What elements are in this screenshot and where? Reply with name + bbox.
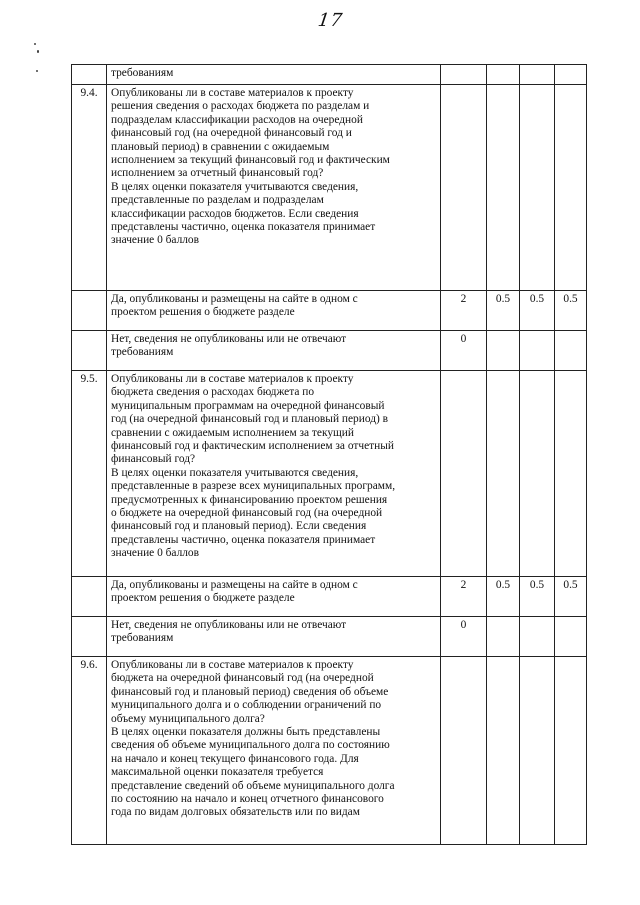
score-cell bbox=[555, 617, 587, 657]
answer-text bbox=[107, 291, 441, 331]
score-cell bbox=[487, 617, 520, 657]
score-cell: 0.5 bbox=[487, 291, 520, 331]
answer-text bbox=[107, 331, 441, 371]
question-text bbox=[107, 85, 441, 291]
score-cell bbox=[520, 617, 555, 657]
answer-text bbox=[107, 577, 441, 617]
item-number bbox=[72, 577, 107, 617]
scan-speck bbox=[37, 50, 39, 53]
score-cell bbox=[555, 331, 587, 371]
item-number bbox=[72, 65, 107, 85]
score-cell bbox=[520, 65, 555, 85]
question-row bbox=[72, 85, 587, 291]
page-number: 17 bbox=[316, 10, 345, 31]
score-cell bbox=[487, 85, 520, 291]
item-number bbox=[72, 331, 107, 371]
cell-text: Опубликованы ли в составе материалов к проекту бюджета на очередной финансовый год (на очередной финансовый год и плановый период) сведения об объеме муниципального долга и о соблюдении ограничений по объему муниципального долга? В целях оценки показателя должны быть представлены сведения об объеме муниципального долга по состоянию на начало и конец текущего финансового года. Для максимальной оценки показателя требуется представление сведений об объеме муниципального долга по состоянию на начало и конец отчетного финансового года по видам долговых обязательств или по видам bbox=[111, 659, 395, 819]
score-cell bbox=[555, 371, 587, 577]
answer-text bbox=[107, 617, 441, 657]
answer-row bbox=[72, 291, 587, 331]
cell-text: Нет, сведения не опубликованы или не отвечают требованиям bbox=[111, 333, 347, 359]
score-cell: 0.5 bbox=[555, 577, 587, 617]
score-cell: 0.5 bbox=[520, 291, 555, 331]
table-body bbox=[72, 65, 587, 845]
score-cell bbox=[555, 85, 587, 291]
answer-row bbox=[72, 331, 587, 371]
answer-row bbox=[72, 577, 587, 617]
cell-text: требованиям bbox=[111, 67, 174, 79]
score-cell: 0 bbox=[441, 617, 487, 657]
cell-text: Опубликованы ли в составе материалов к проекту бюджета сведения о расходах бюджета по муниципальным программам на очередной финансовый год (на очередной финансовый год и плановый период) в сравнении с ожидаемым исполнением за текущий финансовый год и фактическим исполнением за отчетный финансовый год? В целях оценки показателя учитываются сведения, представленные в разрезе всех муниципальных программ, предусмотренных к финансированию проектом решения о бюджете на очередной финансовый год (на очередной финансовый год и плановый период). Если сведения представлены частично, оценка показателя принимает значение 0 баллов bbox=[111, 373, 396, 560]
cell-text: Да, опубликованы и размещены на сайте в одном с проектом решения о бюджете разделе bbox=[111, 579, 358, 605]
item-number bbox=[72, 291, 107, 331]
cell-text: Нет, сведения не опубликованы или не отвечают требованиям bbox=[111, 619, 347, 645]
item-number: 9.5. bbox=[72, 371, 107, 577]
question-text bbox=[107, 657, 441, 845]
score-cell: 0.5 bbox=[520, 577, 555, 617]
score-cell: 0.5 bbox=[555, 291, 587, 331]
item-number: 9.4. bbox=[72, 85, 107, 291]
score-cell: 0 bbox=[441, 331, 487, 371]
score-cell bbox=[520, 85, 555, 291]
question-text bbox=[107, 371, 441, 577]
cell-text: Опубликованы ли в составе материалов к проекту решения сведения о расходах бюджета по разделам и подразделам классификации расходов на очередной финансовый год (на очередной финансовый год и плановый период) в сравнении с ожидаемым исполнением за текущий финансовый год и фактическим исполнением за отчетный финансовый год? В целях оценки показателя учитываются сведения, представленные по разделам и подразделам классификации расходов бюджетов. Если сведения представлены частично, оценка показателя принимает значение 0 баллов bbox=[111, 87, 390, 247]
score-cell bbox=[441, 85, 487, 291]
score-cell bbox=[487, 371, 520, 577]
score-cell bbox=[520, 331, 555, 371]
score-cell bbox=[520, 371, 555, 577]
continuation-row bbox=[72, 65, 587, 85]
score-cell bbox=[441, 65, 487, 85]
item-number bbox=[72, 617, 107, 657]
answer-row bbox=[72, 617, 587, 657]
score-cell bbox=[555, 65, 587, 85]
score-cell bbox=[487, 331, 520, 371]
cell-text: Да, опубликованы и размещены на сайте в одном с проектом решения о бюджете разделе bbox=[111, 293, 358, 319]
score-cell: 0.5 bbox=[487, 577, 520, 617]
score-cell bbox=[487, 657, 520, 845]
question-row bbox=[72, 371, 587, 577]
scan-speck bbox=[36, 70, 38, 72]
score-cell: 2 bbox=[441, 577, 487, 617]
score-cell bbox=[487, 65, 520, 85]
question-row bbox=[72, 657, 587, 845]
score-cell bbox=[555, 657, 587, 845]
answer-text bbox=[107, 65, 441, 85]
score-cell bbox=[441, 371, 487, 577]
scan-speck bbox=[34, 43, 36, 45]
score-cell bbox=[520, 657, 555, 845]
evaluation-table bbox=[71, 64, 587, 845]
item-number: 9.6. bbox=[72, 657, 107, 845]
score-cell: 2 bbox=[441, 291, 487, 331]
score-cell bbox=[441, 657, 487, 845]
